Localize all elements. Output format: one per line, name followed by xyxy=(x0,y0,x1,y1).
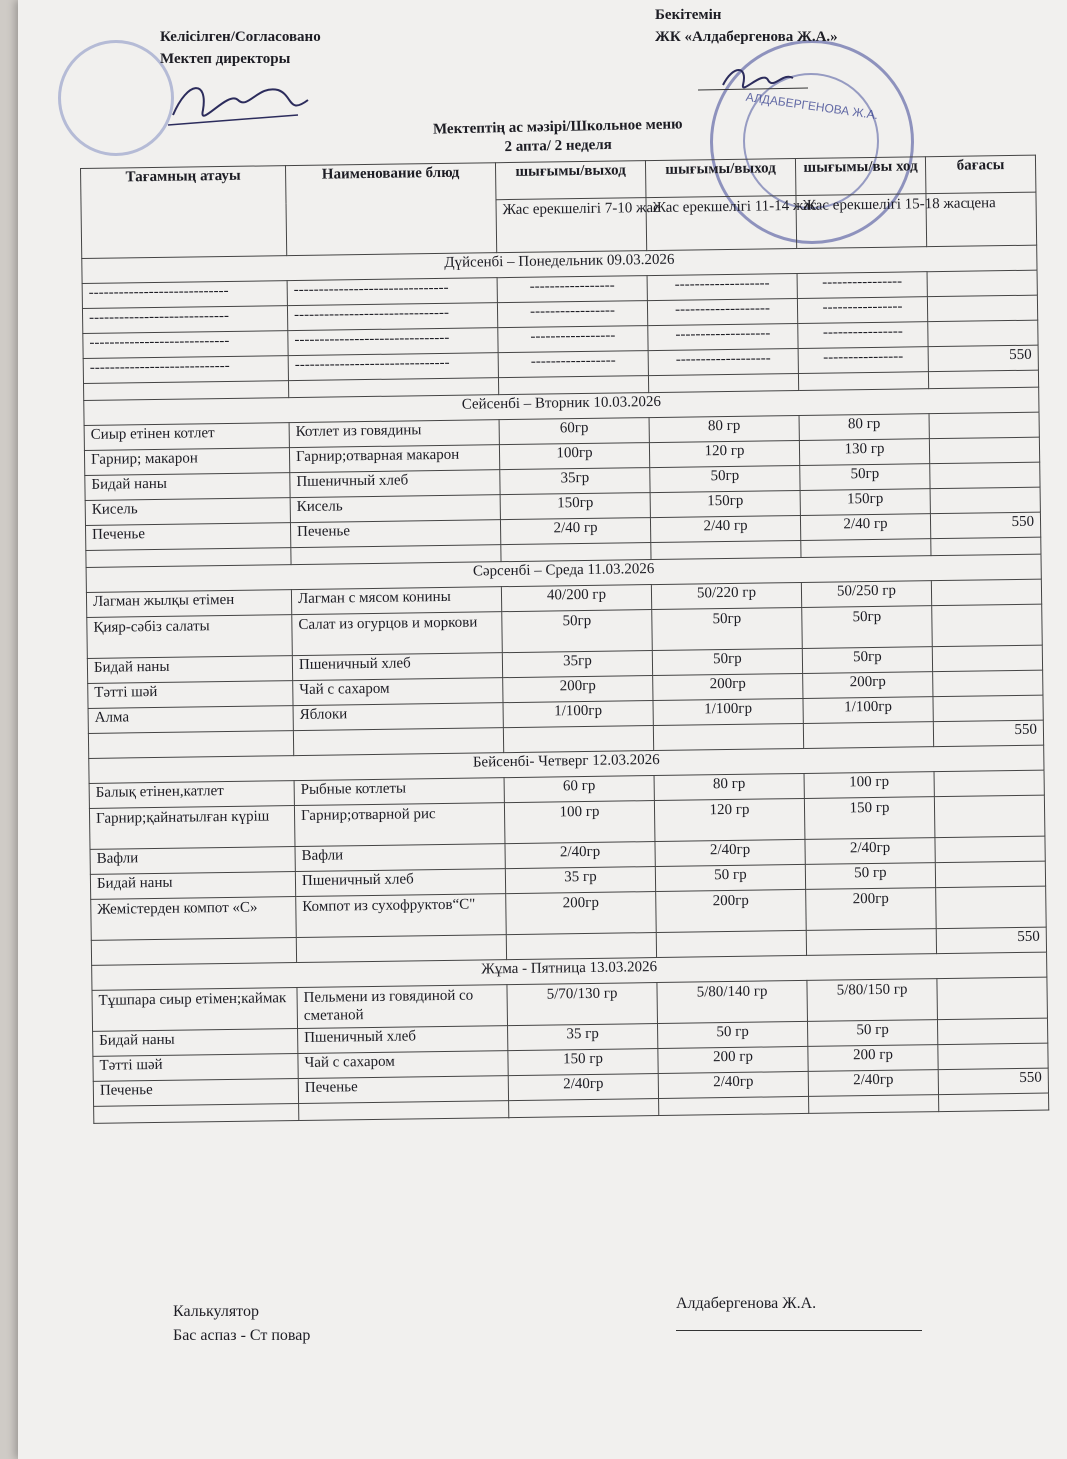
agreed-block xyxy=(160,26,321,70)
cell-v2: 50гр xyxy=(652,648,802,675)
cell-ru: Пельмени из говядиной со сметаной xyxy=(297,985,508,1029)
cell-v1: 5/70/130 гр xyxy=(507,983,658,1026)
cell-v2: 120 гр xyxy=(649,440,799,467)
cell-v3: 200 гр xyxy=(808,1045,938,1072)
cell-v2: 50 гр xyxy=(655,864,805,891)
cell-kz: Сиыр етінен котлет xyxy=(84,423,289,451)
approver-name: ЖК «Алдабергенова Ж.А.» xyxy=(655,29,838,45)
cell-v2: ------------------- xyxy=(647,273,797,300)
cell-v3: 2/40гр xyxy=(808,1070,938,1097)
agreed-label: Келісілген/Согласовано xyxy=(160,29,321,45)
cell-kz: Тұшпара сиыр етімен;каймак xyxy=(92,988,298,1032)
day-title: Бейсенбі- Четверг 12.03.2026 xyxy=(89,745,1044,783)
cell-v3: 150гр xyxy=(800,489,930,516)
cell-ru: Пшеничный хлеб xyxy=(295,869,505,897)
cell-v3: 2/40гр xyxy=(805,838,935,865)
cell-v2: 50гр xyxy=(652,607,803,650)
cell-ru: Лагман с мясом конины xyxy=(291,587,501,615)
footer-left xyxy=(173,1300,310,1348)
cell-v2: 1/100гр xyxy=(653,698,803,725)
cell-kz: Қияр-сәбіз салаты xyxy=(87,615,293,659)
cell-price xyxy=(937,1018,1047,1045)
cell-kz: Гарнир; макарон xyxy=(84,448,289,476)
cell-v1: 100 гр xyxy=(504,801,655,844)
cell-v3: 50гр xyxy=(802,606,933,649)
cell-kz: Вафли xyxy=(90,847,295,875)
cell-price xyxy=(932,645,1042,672)
cell-ru: ------------------------------- xyxy=(288,328,498,356)
col-header-kz: Тағамның атауы xyxy=(81,166,287,259)
cell-price xyxy=(937,977,1048,1020)
cell-v3: 50 гр xyxy=(805,863,935,890)
age-group-11-14: Жас ерекшелігі 11-14 жас xyxy=(646,196,797,251)
cell-price xyxy=(928,320,1038,347)
cell-price xyxy=(934,770,1044,797)
cell-v3: 5/80/150 гр xyxy=(807,979,938,1022)
director-label: Мектеп директоры xyxy=(160,51,291,67)
cell-price xyxy=(927,295,1037,322)
cell-ru: Чай с сахаром xyxy=(298,1051,508,1079)
footer-right xyxy=(676,1292,922,1331)
cell-ru: Рыбные котлеты xyxy=(294,778,504,806)
cell-v3: 150 гр xyxy=(804,797,935,840)
cell-v2: 50 гр xyxy=(658,1021,808,1048)
approved-block xyxy=(655,4,838,48)
cell-ru: Компот из сухофруктов“С" xyxy=(296,894,507,938)
cell-ru: Чай с сахаром xyxy=(293,678,503,706)
director-signature-icon xyxy=(168,70,318,140)
cell-v3: ---------------- xyxy=(798,347,928,374)
cell-ru: Салат из огурцов и моркови xyxy=(292,612,503,656)
col-header-ru: Наименование блюд xyxy=(285,163,496,256)
cell-v1: ----------------- xyxy=(498,326,648,353)
school-stamp-icon xyxy=(58,40,174,156)
cell-v2: 5/80/140 гр xyxy=(657,980,808,1023)
cell-v1: 200гр xyxy=(503,676,653,703)
cell-v2: 80 гр xyxy=(649,415,799,442)
approver-signature-icon xyxy=(693,60,813,100)
cell-price xyxy=(929,437,1039,464)
day-title: Жұма - Пятница 13.03.2026 xyxy=(92,952,1047,990)
cell-ru: Печенье xyxy=(290,520,500,548)
menu-table xyxy=(80,155,1049,1124)
cell-ru: Печенье xyxy=(298,1076,508,1104)
cell-ru: Вафли xyxy=(295,844,505,872)
cell-v1: ----------------- xyxy=(497,276,647,303)
cell-v1: 35гр xyxy=(502,651,652,678)
cell-v2: 200гр xyxy=(653,673,803,700)
cell-ru: Гарнир;отварной рис xyxy=(294,803,505,847)
cell-kz: Лагман жылқы етімен xyxy=(86,590,291,618)
chef-label: Бас аспаз - Ст повар xyxy=(173,1327,311,1344)
cell-kz: Жемістерден компот «С» xyxy=(91,897,297,941)
cell-kz: Бидай наны xyxy=(85,473,290,501)
cell-price xyxy=(933,695,1043,722)
cell-kz: Тәтті шәй xyxy=(88,681,293,709)
cell-v1: 100гр xyxy=(499,443,649,470)
cell-kz: Печенье xyxy=(93,1079,298,1107)
cell-v2: ------------------- xyxy=(648,348,798,375)
approved-label: Бекітемін xyxy=(655,7,722,23)
day-title: Дүйсенбі – Понедельник 09.03.2026 xyxy=(82,245,1037,283)
cell-v1: 50гр xyxy=(502,610,653,653)
cell-kz: ---------------------------- xyxy=(82,306,287,334)
cell-v1: 2/40 гр xyxy=(500,518,650,545)
calculator-label: Калькулятор xyxy=(173,1303,259,1320)
cell-ru: ------------------------------- xyxy=(287,303,497,331)
cell-v3: ---------------- xyxy=(797,297,927,324)
cell-price xyxy=(934,795,1045,838)
cell-price xyxy=(935,836,1045,863)
age-group-7-10: Жас ерекшелігі 7-10 жас xyxy=(496,198,647,253)
day-price: 550 xyxy=(936,927,1046,954)
stamp-name: АЛДАБЕРГЕНОВА Ж.А. xyxy=(744,89,879,123)
age-group-15-18: Жас ерекшелігі 15-18 жас xyxy=(796,194,927,249)
col-header-out3: шығымы/вы ход xyxy=(795,157,926,196)
cell-kz: ---------------------------- xyxy=(83,331,288,359)
cell-price xyxy=(932,604,1043,647)
cell-v3: 50гр xyxy=(802,647,932,674)
menu-title-line2: 2 апта/ 2 неделя xyxy=(504,136,612,156)
menu-title-line1: Мектептің ас мәзірі/Школьное меню xyxy=(432,116,683,138)
day-title: Сәрсенбі – Среда 11.03.2026 xyxy=(86,554,1041,592)
footer-signer-name: Алдабергенова Ж.А. xyxy=(676,1295,817,1312)
col-header-price: бағасы xyxy=(925,155,1036,194)
cell-v1: 2/40гр xyxy=(508,1074,658,1101)
cell-price xyxy=(930,462,1040,489)
cell-v1: 35гр xyxy=(500,468,650,495)
cell-kz: Тәтті шәй xyxy=(93,1054,298,1082)
cell-kz: ---------------------------- xyxy=(83,356,288,384)
cell-v2: 2/40гр xyxy=(658,1071,808,1098)
cell-v2: 2/40гр xyxy=(655,839,805,866)
cell-v3: ---------------- xyxy=(797,272,927,299)
cell-v3: 200гр xyxy=(806,888,937,931)
cell-kz: Бидай наны xyxy=(87,656,292,684)
cell-v1: 40/200 гр xyxy=(501,585,651,612)
cell-v1: ----------------- xyxy=(498,351,648,378)
cell-ru: ------------------------------- xyxy=(288,353,498,381)
cell-v1: 35 гр xyxy=(505,867,655,894)
cell-v2: ------------------- xyxy=(647,298,797,325)
cell-v1: 2/40гр xyxy=(505,842,655,869)
day-price: 550 xyxy=(930,512,1040,539)
day-price: 550 xyxy=(938,1068,1048,1095)
cell-ru: ------------------------------- xyxy=(287,278,497,306)
cell-v1: 1/100гр xyxy=(503,701,653,728)
cell-kz: Кисель xyxy=(85,498,290,526)
cell-kz: Бидай наны xyxy=(90,872,295,900)
cell-v1: 60гр xyxy=(499,418,649,445)
cell-price xyxy=(929,412,1039,439)
cell-v2: 200 гр xyxy=(658,1046,808,1073)
cell-v2: 150гр xyxy=(650,490,800,517)
cell-v2: 50/220 гр xyxy=(651,582,801,609)
cell-v2: ------------------- xyxy=(648,323,798,350)
price-subheader: цена xyxy=(926,192,1037,247)
cell-v1: 150 гр xyxy=(508,1049,658,1076)
cell-kz: Гарнир;қайнатылған күріш xyxy=(89,806,295,850)
cell-ru: Яблоки xyxy=(293,703,503,731)
cell-price xyxy=(938,1043,1048,1070)
cell-v2: 120 гр xyxy=(654,798,805,841)
cell-v2: 200гр xyxy=(656,889,807,932)
cell-kz: Балық етінен,катлет xyxy=(89,781,294,809)
cell-v1: 35 гр xyxy=(508,1024,658,1051)
cell-v2: 50гр xyxy=(650,465,800,492)
cell-price xyxy=(935,861,1045,888)
cell-price xyxy=(931,579,1041,606)
cell-v3: 200гр xyxy=(803,672,933,699)
cell-kz: Алма xyxy=(88,706,293,734)
cell-v2: 80 гр xyxy=(654,773,804,800)
cell-v1: 150гр xyxy=(500,493,650,520)
cell-kz: Бидай наны xyxy=(93,1029,298,1057)
cell-v1: 60 гр xyxy=(504,776,654,803)
cell-v3: ---------------- xyxy=(798,322,928,349)
day-title: Сейсенбі – Вторник 10.03.2026 xyxy=(84,387,1039,425)
signature-line xyxy=(676,1330,922,1331)
cell-v1: 200гр xyxy=(506,892,657,935)
cell-v3: 50гр xyxy=(800,464,930,491)
cell-ru: Кисель xyxy=(290,495,500,523)
cell-price xyxy=(933,670,1043,697)
cell-ru: Пшеничный хлеб xyxy=(292,653,502,681)
col-header-out1: шығымы/выход xyxy=(495,161,646,200)
cell-ru: Пшеничный хлеб xyxy=(298,1026,508,1054)
document-page xyxy=(18,0,1067,1459)
cell-v3: 50 гр xyxy=(807,1020,937,1047)
cell-v3: 130 гр xyxy=(799,439,929,466)
cell-v3: 100 гр xyxy=(804,772,934,799)
day-price: 550 xyxy=(933,720,1043,747)
menu-title xyxy=(358,114,759,160)
cell-v3: 2/40 гр xyxy=(800,514,930,541)
cell-ru: Гарнир;отварная макарон xyxy=(289,445,499,473)
day-price: 550 xyxy=(928,345,1038,372)
cell-price xyxy=(936,886,1047,929)
col-header-out2: шығымы/выход xyxy=(645,159,796,198)
cell-v3: 1/100гр xyxy=(803,697,933,724)
cell-v3: 50/250 гр xyxy=(801,581,931,608)
cell-kz: ---------------------------- xyxy=(82,281,287,309)
cell-v3: 80 гр xyxy=(799,414,929,441)
cell-price xyxy=(927,270,1037,297)
cell-price xyxy=(930,487,1040,514)
cell-ru: Пшеничный хлеб xyxy=(290,470,500,498)
cell-ru: Котлет из говядины xyxy=(289,420,499,448)
cell-v1: ----------------- xyxy=(497,301,647,328)
cell-kz: Печенье xyxy=(85,523,290,551)
cell-v2: 2/40 гр xyxy=(650,515,800,542)
